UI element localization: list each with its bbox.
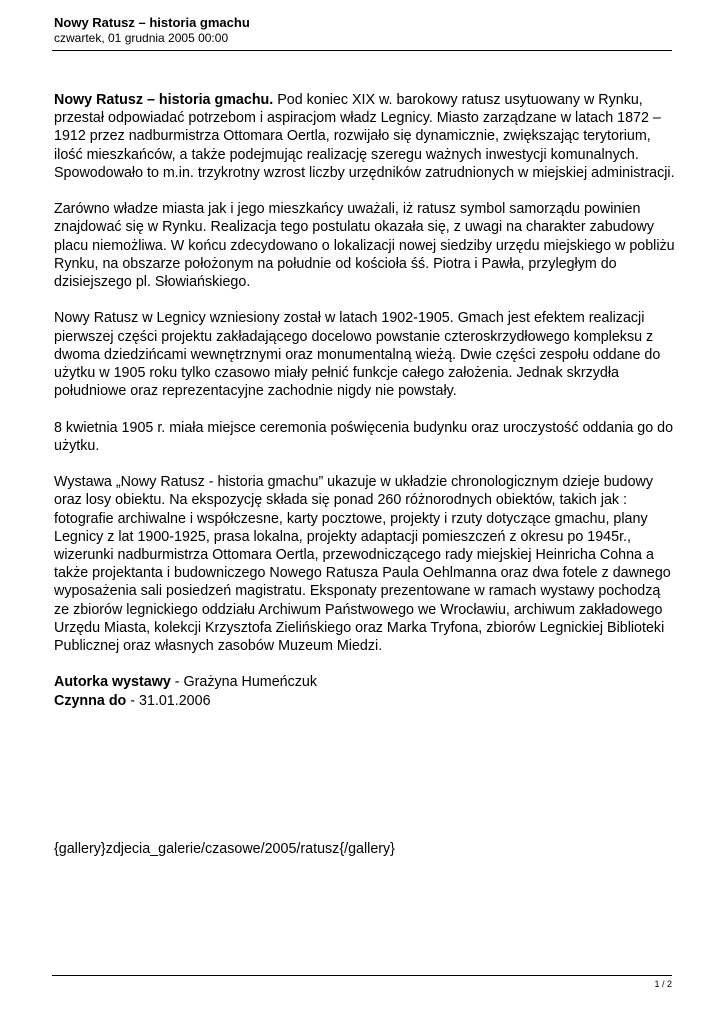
author-label: Autorka wystawy	[54, 674, 171, 691]
page-number: 1 / 2	[654, 979, 672, 989]
open-until-line	[54, 692, 676, 710]
document-header	[54, 15, 672, 46]
open-until-label: Czynna do	[54, 692, 127, 709]
lead-title: Nowy Ratusz – historia gmachu.	[54, 92, 274, 108]
paragraph-location: Zarówno władze miasta jak i jego mieszkańcy uważali, iż ratusz symbol samorządu powinien znajdować się w Rynku. Realizacja tego postulatu okazała się, z uwagi na charakter zabudowy placu niemożliwa. W końcu zdecydowano o lokalizacji nowej siedziby urzędu miejskiego w pobliżu Rynku, na obszarze położonym na południe od kościoła śś. Piotra i Pawła, przyległym do dzisiejszego pl. Słowiańskiego.	[54, 201, 675, 291]
paragraph-consecration: 8 kwietnia 1905 r. miała miejsce ceremonia poświęcenia budynku oraz uroczystość oddania go do użytku.	[54, 419, 674, 454]
publication-date: czwartek, 01 grudnia 2005 00:00	[54, 31, 229, 45]
open-until-value: - 31.01.2006	[126, 692, 211, 709]
document-title: Nowy Ratusz – historia gmachu	[54, 15, 250, 30]
author-line	[54, 673, 676, 691]
paragraph-exhibition: Wystawa „Nowy Ratusz - historia gmachu” ukazuje w układzie chronologicznym dzieje budowy oraz losy obiektu. Na ekspozycję składa się ponad 260 różnorodnych obiektów, takich jak : fotografie archiwalne i współczesne, karty pocztowe, projekty i rzuty dotyczące gmachu, plany Legnicy z lat 1900-1925, prasa lokalna, projekty adaptacji pomieszczeń z okresu po 1945r., wizerunki nadburmistrza Ottomara Oertla, przewodniczącego rady miejskiej Heinricha Cohna a także projektanta i budowniczego Nowego Ratusza Paula Oehlmanna oraz dwa fotele z dawnego wyposażenia sali posiedzeń magistratu. Eksponaty prezentowane w ramach wystawy pochodzą ze zbiorów legnickiego oddziału Archiwum Państwowego we Wrocławiu, archiwum zakładowego Urzędu Miasta, kolekcji Krzysztofa Zielińskiego oraz Marka Tryfona, zbiorów Legnickiej Biblioteki Publicznej oraz własnych zasobów Muzeum Miedzi.	[54, 474, 671, 655]
paragraph-construction: Nowy Ratusz w Legnicy wzniesiony został w latach 1902-1905. Gmach jest efektem realizacji pierwszej części projektu zakładającego docelowo powstanie czteroskrzydłowego kompleksu z dwoma dziedzińcami wewnętrznymi oraz monumentalną wieżą. Dwie części zespołu oddane do użytku w 1905 roku tylko czasowo miały pełnić funkcje całego założenia. Jednak skrzydła południowe oraz reprezentacyjne zachodnie nigdy nie powstały.	[54, 310, 661, 400]
article-body	[54, 91, 676, 710]
exhibition-credits	[54, 673, 676, 709]
gallery-placeholder: {gallery}zdjecia_galerie/czasowe/2005/ratusz{/gallery}	[54, 841, 395, 857]
footer-divider	[52, 975, 672, 976]
paragraph-intro-text: Pod koniec XIX w. barokowy ratusz usytuowany w Rynku, przestał odpowiadać potrzebom i aspiracjom władz Legnicy. Miasto zarządzane w latach 1872 – 1912 przez nadburmistrza Ottomara Oertla, rozwijało się dynamicznie, zwiększając terytorium, ilość mieszkańców, a także podejmując realizację szeregu ważnych inwestycji komunalnych. Spowodowało to m.in. trzykrotny wzrost liczby urzędników zatrudnionych w miejskiej administracji.	[54, 92, 675, 181]
header-divider	[52, 50, 672, 51]
author-value: - Grażyna Humeńczuk	[170, 674, 318, 691]
paragraph-intro	[54, 91, 676, 182]
